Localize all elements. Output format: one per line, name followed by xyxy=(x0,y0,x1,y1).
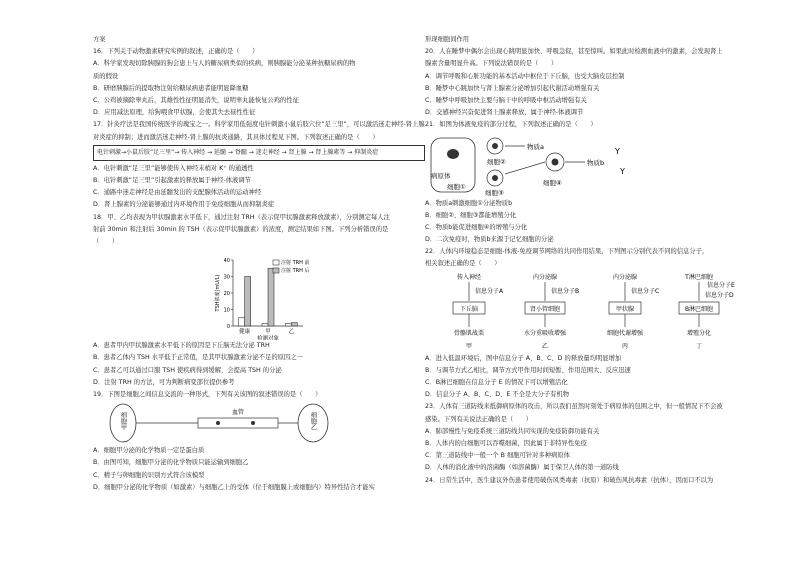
question-17: 17．针灸疗法是我国传统医学的瑰宝之一。科学家用低强度电针刺激小鼠后肢穴位“足三里”，可以激活迷走神经-肾上腺 xyxy=(93,121,425,129)
cell1-label: 细胞① xyxy=(447,182,466,191)
bar xyxy=(291,323,297,326)
option: B．睡梦中心跳加快与肾上腺素分泌增加引起代谢活动增强有关 xyxy=(425,84,600,92)
option: B．由图可知，细胞甲分泌的化学物质只能运输到细胞乙 xyxy=(93,459,249,467)
left-column xyxy=(93,34,425,494)
molecule-dot xyxy=(216,421,220,425)
msg-label: 信息分子C xyxy=(631,287,660,295)
panel-c xyxy=(607,273,659,350)
question-24: 24．日常生活中，医生建议外伤患者使用破伤风类毒素（抗原）和破伤风抗毒素（抗体），因而口不以为 xyxy=(425,476,714,484)
x-tick-label: 甲 xyxy=(265,329,271,336)
cell2-label: 细胞② xyxy=(487,157,506,166)
fig21-svg xyxy=(425,132,757,198)
y-tick-label: 0 xyxy=(226,324,230,331)
tsh-bar-chart xyxy=(93,248,425,340)
option: C．精子与卵细胞的识别方式符合该模型 xyxy=(93,471,205,479)
arrow-line xyxy=(505,162,545,174)
option: B．研磨胰腺后的提取物注射给糖尿病患者能明显降血糖 xyxy=(93,84,249,92)
effect-label: 水分重吸收增强 xyxy=(523,329,567,337)
msg-label: 信息分子B xyxy=(551,287,580,295)
text-line: 形现细胞间作用 xyxy=(425,36,470,43)
nucleus xyxy=(492,143,498,149)
effect-label: 增殖分化 xyxy=(686,329,712,337)
option: D．细胞甲分泌的化学物质（如激素）与细胞乙上的受体（位于细胞膜上或细胞内）特异性结合才能实 xyxy=(93,483,375,491)
vessel-label: 血管 xyxy=(231,409,245,417)
question-20: 20．人在睡梦中偶尔会出现心跳明显加快、呼吸急促，甚至惊叫。如果此时检测血液中的激素，会发现肾上 xyxy=(425,48,723,56)
msg-label: 信息分子E xyxy=(707,281,735,289)
fig19-svg xyxy=(93,401,425,445)
target-label: B淋巴细胞 xyxy=(684,305,714,313)
cell-a-label: 细胞甲 xyxy=(119,412,127,431)
option: C．B淋巴细胞在信息分子 E 的情况下可以增殖活化 xyxy=(425,379,568,386)
y-tick-label: 10 xyxy=(223,307,230,314)
option: C．公鸡被摘除睾丸后，其雄性性征明显消失，说明睾丸能恢复公鸡的性征 xyxy=(93,96,299,104)
option: A．进入低温环境后，图中信息分子 A、B、C、D 的释放量均明显增加 xyxy=(425,354,622,362)
option: C．物质b能促进细胞④的增殖与分化 xyxy=(425,223,528,231)
option: B．细胞②、细胞③都能增殖分化 xyxy=(425,211,517,219)
fig22-regulation xyxy=(425,271,757,353)
option: D．应用减法原理，给狗喂食甲状腺，会使其失去昼性性征 xyxy=(93,109,256,117)
option: B．患者乙体内 TSH 水平低于正常值，是其甲状腺激素分泌不足的原因之一 xyxy=(93,354,303,362)
fig22-svg xyxy=(425,271,757,353)
option: A．科学家发现切除胰腺的狗会患上与人的糖尿病类似的疾病，则胰腺能分泌某种抗糖尿病的物 xyxy=(93,60,356,68)
option: D．信息分子 A、B、C、D、E 不全是大分子有机物 xyxy=(425,391,570,399)
vessel-shape xyxy=(198,418,278,428)
nucleus xyxy=(492,175,498,181)
source-label: 内分泌腺 xyxy=(612,273,638,281)
panel-d xyxy=(679,273,735,350)
question-19: 19．下图是细胞之间信息交流的一种形式，下列有关该图的叙述错误的是（ ） xyxy=(93,390,322,398)
panel-label: 丙 xyxy=(621,342,629,350)
question-16: 16．下列关于动物激素研究实例的叙述，正确的是（ ） xyxy=(93,48,259,56)
cell4-label: 细胞④ xyxy=(543,178,562,187)
option: A．患者甲内甲状腺激素水平低下的原因是下丘脑无法分泌 TRH xyxy=(93,342,270,350)
bar xyxy=(268,268,274,326)
option: A．调节呼吸和心脏功能的基本活动中枢位于下丘脑，也受大脑皮层控制 xyxy=(425,72,625,80)
x-tick-label: 健康 xyxy=(239,329,251,336)
msg-label: 信息分子A xyxy=(475,287,504,295)
option: B．人体内的白细胞可以吞噬细菌，因此属于非特异性免疫 xyxy=(425,439,587,447)
cell-b-label: 细胞乙 xyxy=(309,412,317,431)
option: D．人体的消化液中的溶菌酶（如溶菌酶）属于保卫人体的第一道防线 xyxy=(425,464,619,472)
molecule-dot xyxy=(251,421,255,425)
effect-label: 细胞代谢增强 xyxy=(606,329,644,337)
flow-box: 电针刺激→小鼠后肢“足三里”→ 传入神经 → 延髓 → 脊髓 → 迷走神经 → 肾上腺 → 肾上腺素等 → 抑制炎症 xyxy=(93,145,425,161)
option: A．电针刺激“足三里”能够使传入神经末梢对 K⁺ 的通透性 xyxy=(93,164,254,172)
question-23: 23．人体有三道防线来抵御病原体的攻击，所以我们虽然时刻处于病原体的包围之中，但一般情况下不会被 xyxy=(425,403,723,411)
fig21-immune-diagram xyxy=(425,132,757,198)
legend-label: 注射 TRH 前 xyxy=(281,260,310,267)
y-tick-label: 40 xyxy=(223,258,230,265)
panel-b xyxy=(524,273,579,350)
substance-b-label: 物质b xyxy=(587,158,605,167)
cell3-label: 细胞③ xyxy=(485,188,504,197)
option: C．睡梦中呼吸加快主要与脑干中的呼吸中枢活动增强有关 xyxy=(425,96,587,104)
option: C．通路中迷走神经是由延髓发出的支配腺体活动的运动神经 xyxy=(93,189,262,197)
bar xyxy=(239,318,245,326)
msg-label-2: 信息分子D xyxy=(705,291,734,299)
panel-label: 丁 xyxy=(695,342,703,350)
option: B．与调节方式乙相比，调节方式甲作用时间短暂、作用范围大、反应迅速 xyxy=(425,366,631,374)
right-column xyxy=(425,34,757,487)
question-text: 感染。下列有关说法正确的是（ ） xyxy=(425,415,533,423)
y-axis-label: TSH浓度(mU/L) xyxy=(215,274,221,312)
option: B．电针刺激“足三里”引起激素的释放属于神经-体液调节 xyxy=(93,177,251,185)
option: 质的假设 xyxy=(93,72,119,80)
panel-label: 乙 xyxy=(541,342,549,350)
x-axis-label: 检测对象 xyxy=(256,336,280,341)
source-label: 传入神经 xyxy=(456,273,482,281)
source-label: 内分泌腺 xyxy=(532,273,558,281)
target-label: 甲状腺 xyxy=(615,305,635,313)
option: A．细胞甲分泌的化学物质一定是蛋白质 xyxy=(93,447,205,455)
y-tick-label: 20 xyxy=(223,291,230,298)
question-22: 22．人体内环境稳态是细胞-体液-免疫调节网络的共同作用结果，下列图示分别代表不同的信息分子， xyxy=(425,248,709,256)
question-21: 21．如图为体液免疫的部分过程，下列叙述正确的是（ ） xyxy=(425,121,597,129)
option: A．物质a刺激细胞①分泌物质b xyxy=(425,199,513,207)
target-label: 肾小管细胞 xyxy=(529,305,561,313)
nucleus xyxy=(552,158,559,165)
question-text: （ ） xyxy=(93,238,119,246)
source-label: T淋巴细胞 xyxy=(685,273,713,281)
question-text: 腺素含量明显升高。下列说法错误的是（ ） xyxy=(425,60,558,68)
substance-a-label: 物质a xyxy=(527,142,544,151)
option: D．二次免疫时，物质b来源于记忆细胞的分泌 xyxy=(425,236,554,244)
bar xyxy=(262,324,268,326)
question-text: 射前 30min 和注射后 30min 的 TSH（表示促甲状腺激素）的浓度，测定结果如下图。下列分析错误的是 xyxy=(93,225,389,233)
option: C．患者乙可以通过口服 TSH 使疾病得到缓解，会提高 TSH 的分泌 xyxy=(93,366,282,374)
question-text: 对炎症的抑制；进而激活迷走神经-肾上腺的抗炎通路，其具体过程见下图。下列叙述正确的是（ ） xyxy=(93,133,379,141)
tsh-chart-figure xyxy=(93,248,425,340)
bar xyxy=(285,324,291,326)
panel-a xyxy=(453,273,504,350)
question-18: 18．甲、乙均表现为甲状腺激素水平低下，通过注射 TRH（表示促甲状腺激素释放激素），分别测定每人注 xyxy=(93,213,390,221)
bar xyxy=(245,277,251,327)
fig19-cell-signaling xyxy=(93,401,425,445)
target-label: 下丘脑 xyxy=(459,305,479,313)
panel-label: 甲 xyxy=(465,342,473,350)
effect-label: 骨骼肌战栗 xyxy=(453,329,485,337)
text-line: 方案 xyxy=(93,36,106,43)
antibody-icon: Y xyxy=(620,166,625,176)
legend-swatch xyxy=(273,268,279,273)
x-tick-label: 乙 xyxy=(288,329,295,336)
legend-swatch xyxy=(273,260,279,265)
pathogen-label: 病原体 xyxy=(431,171,451,180)
option: D．交感神经兴奋促进肾上腺素释放，属于神经-体液调节 xyxy=(425,109,584,117)
antibody-icon: Y xyxy=(615,146,620,156)
option: C．第三道防线中一般一个 B 细胞可针对多种病原体 xyxy=(425,452,570,460)
option: D．肾上腺素的分泌能够通过内环境作用于免疫细胞从而抑制炎症 xyxy=(93,201,275,209)
legend-label: 注射 TRH 后 xyxy=(281,268,310,275)
option: A．肺部慢性与免疫系统三道防线共同实现的免疫防御功能有关 xyxy=(425,427,600,435)
question-text: 相关叙述正确的是（ ） xyxy=(425,260,501,268)
option: D．注射 TRH 的方法，可为判断病变部位提供参考 xyxy=(93,378,235,386)
nucleus xyxy=(447,149,459,159)
y-tick-label: 30 xyxy=(223,274,230,281)
